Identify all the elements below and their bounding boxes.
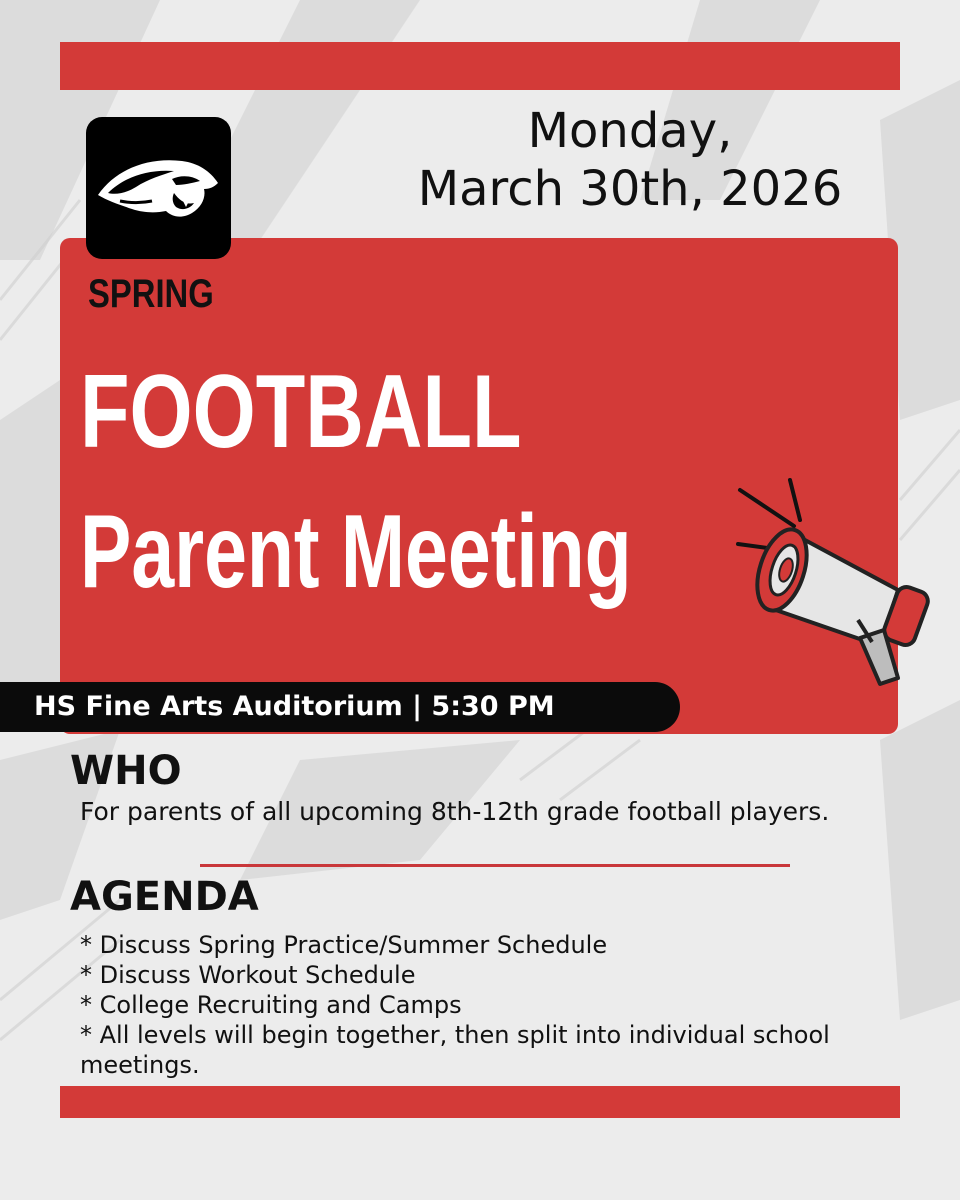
date-line-full: March 30th, 2026 — [417, 161, 843, 217]
top-red-bar — [60, 42, 900, 90]
megaphone-icon — [730, 470, 960, 700]
agenda-item: * Discuss Workout Schedule — [80, 961, 416, 989]
who-heading: WHO — [70, 748, 182, 794]
venue-time-text: HS Fine Arts Auditorium | 5:30 PM — [34, 691, 555, 722]
agenda-list — [80, 930, 880, 1080]
agenda-item: * Discuss Spring Practice/Summer Schedule — [80, 931, 608, 959]
agenda-item: * College Recruiting and Camps — [80, 991, 462, 1019]
section-divider — [200, 864, 790, 867]
title-parent-meeting: Parent Meeting — [80, 494, 632, 610]
panther-logo-icon — [86, 117, 231, 259]
venue-banner — [0, 682, 680, 732]
panther-logo — [86, 117, 231, 259]
agenda-heading: AGENDA — [70, 874, 259, 920]
event-date — [360, 102, 900, 218]
season-label: SPRING — [88, 272, 214, 316]
title-football: FOOTBALL — [80, 354, 522, 470]
date-line-weekday: Monday, — [527, 103, 733, 159]
agenda-item: * All levels will begin together, then split into individual school meetings. — [80, 1021, 830, 1079]
who-description: For parents of all upcoming 8th-12th grade football players. — [80, 797, 830, 826]
bottom-red-bar — [60, 1086, 900, 1118]
